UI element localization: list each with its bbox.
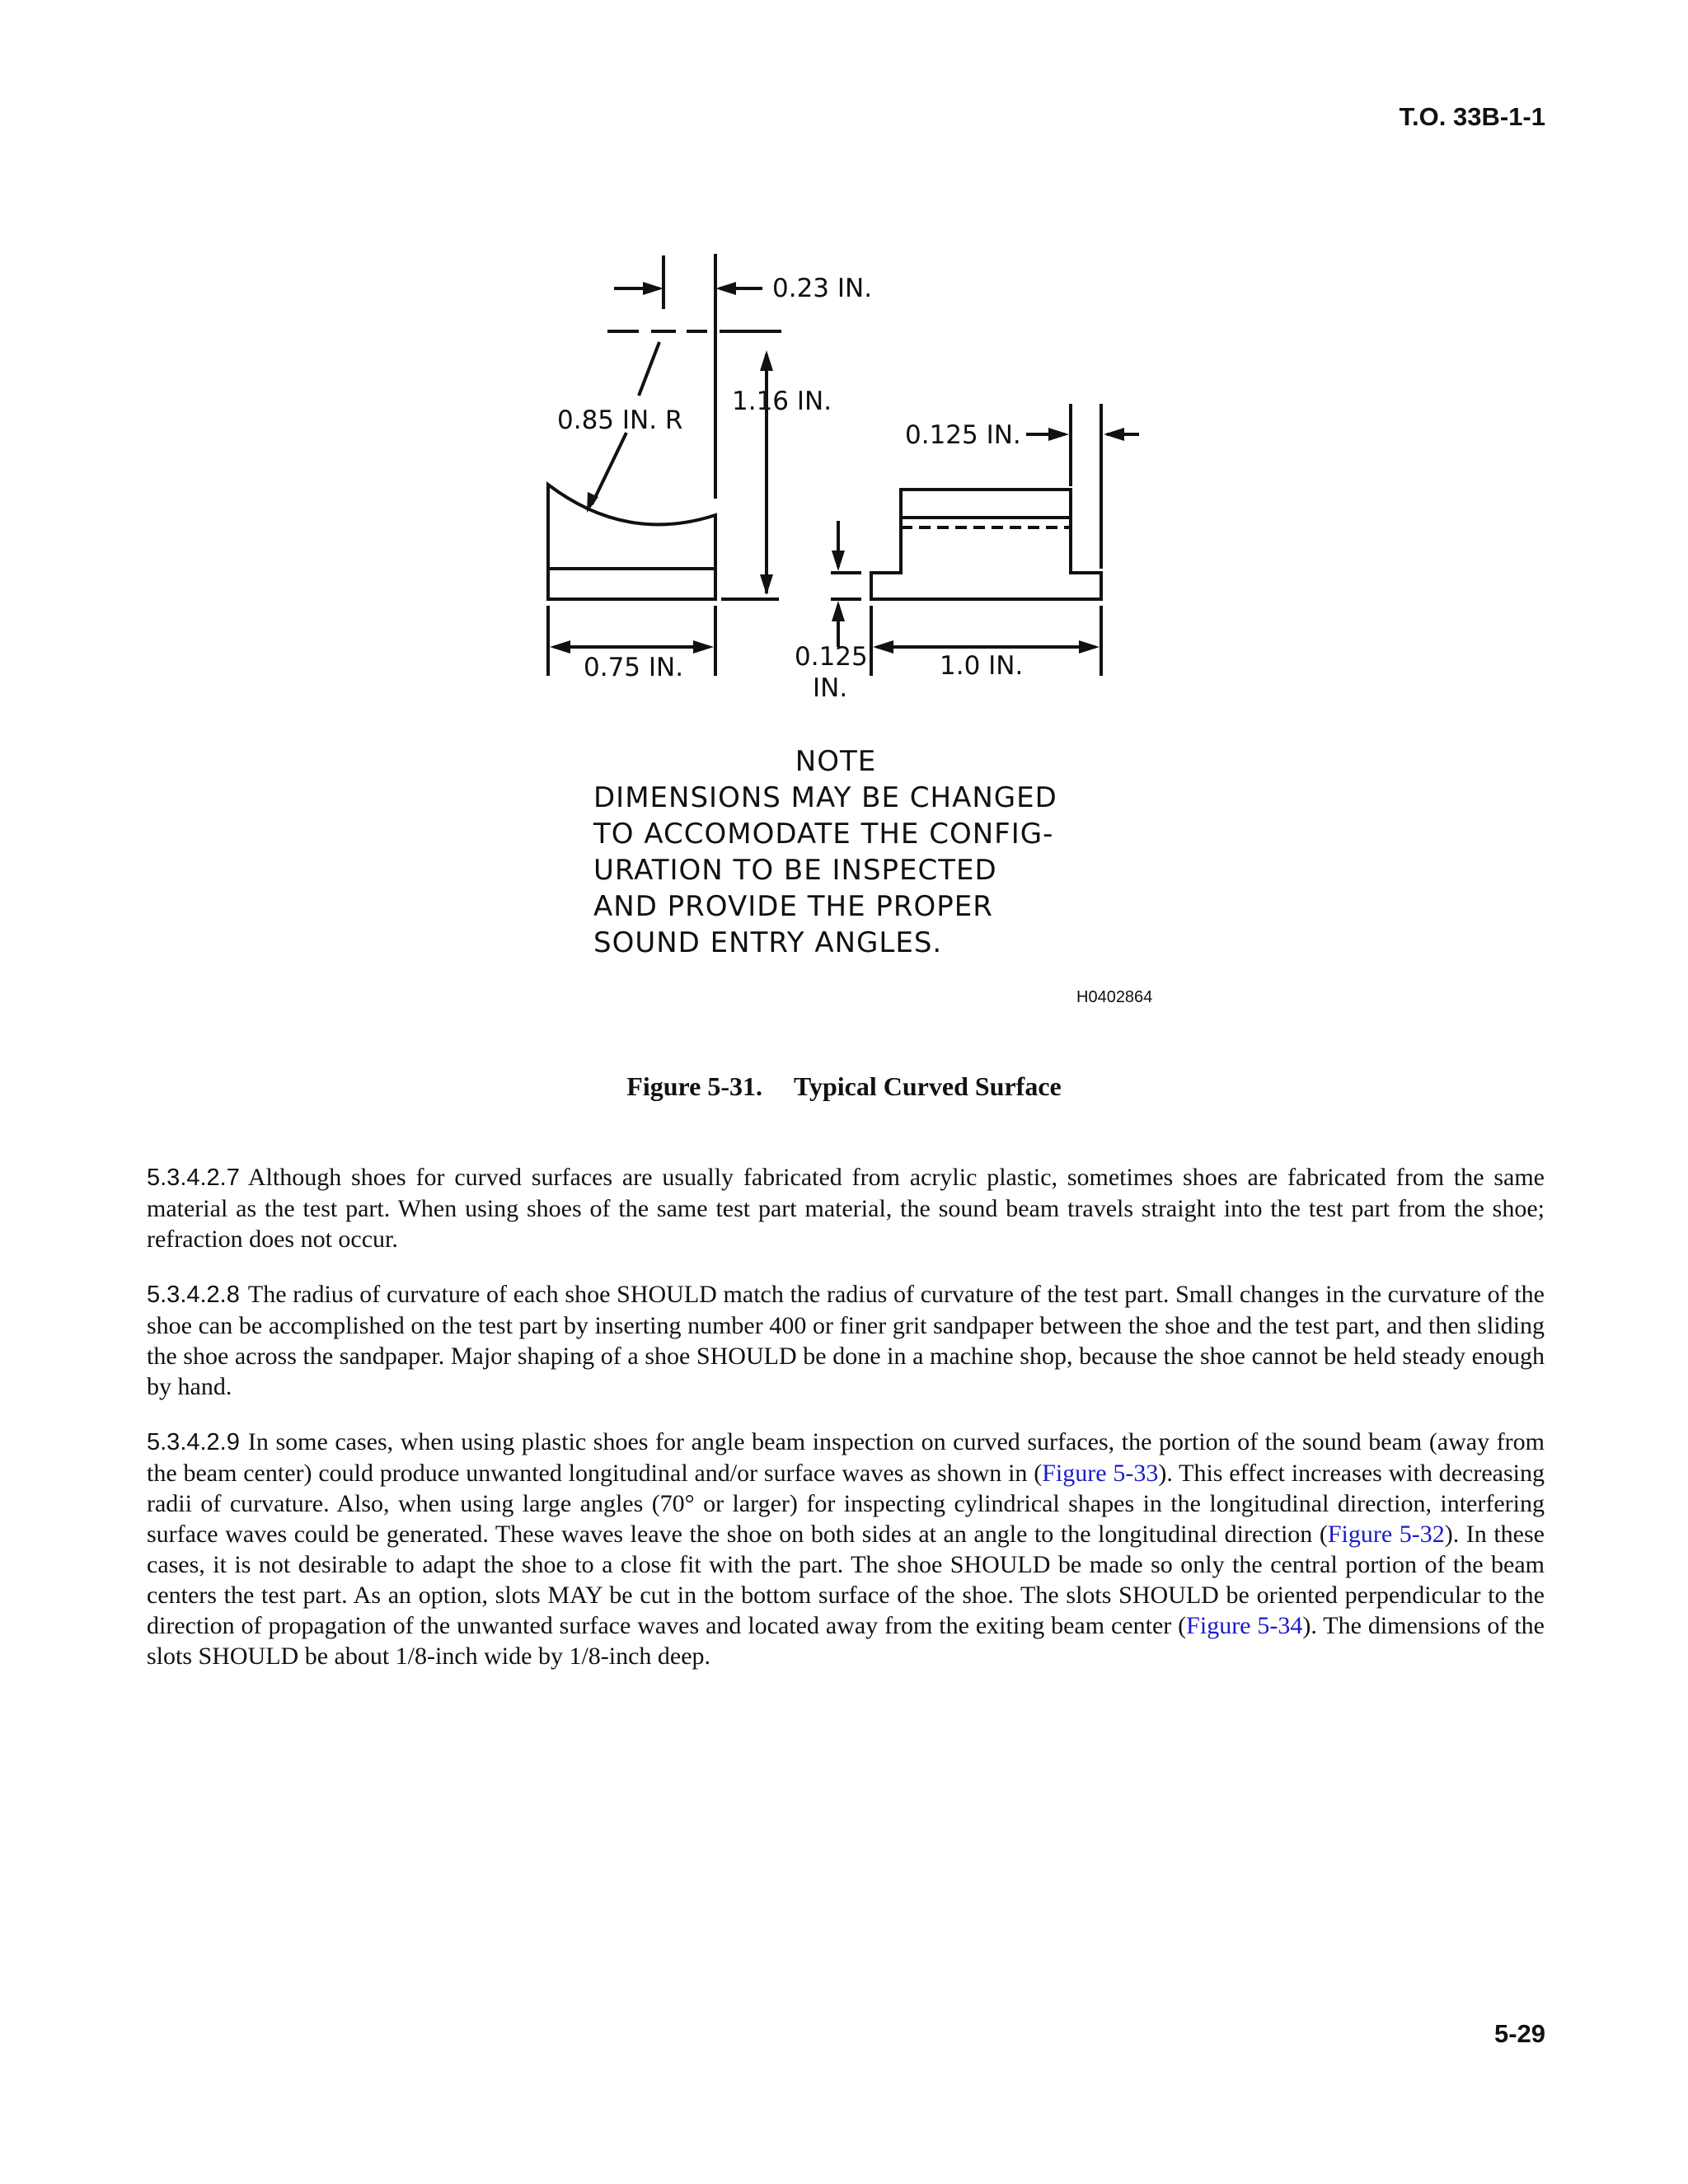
- dim-top-offset: 0.23 IN.: [772, 274, 873, 303]
- art-reference: H0402864: [1076, 988, 1153, 1006]
- paragraph-text: The radius of curvature of each shoe SHOULD match the radius of curvature of the test part. Small changes in the curvature of the shoe can be accomplished on the test part by inserting number 400 or finer grit sandpaper between the shoe and the test part, and then sliding the shoe across the sandpaper. Major shaping of a shoe SHOULD be done in a machine shop, because the shoe cannot be held steady enough by hand.: [147, 1281, 1545, 1400]
- paragraph-text: Although shoes for curved surfaces are usually fabricated from acrylic plastic, sometimes shoes are fabricated from the same material as the test part. When using shoes of the same test part material, the sound beam travels straight into the test part from the shoe; refraction does not occur.: [147, 1164, 1545, 1253]
- paragraph: [147, 1427, 1545, 1671]
- dim-step-unit: IN.: [813, 673, 848, 703]
- note-line-3: URATION TO BE INSPECTED: [593, 854, 997, 887]
- dim-left-width: 0.75 IN.: [584, 653, 684, 682]
- note-title: NOTE: [795, 745, 877, 778]
- paragraph-text: ). The dimensions of the slots SHOULD be about 1/8-inch wide by 1/8-inch deep.: [147, 1612, 1545, 1670]
- paragraph-number: 5.3.4.2.9: [147, 1429, 240, 1455]
- document-id: T.O. 33B-1-1: [1399, 102, 1545, 131]
- dim-height: 1.16 IN.: [732, 387, 832, 416]
- dim-top-right: 0.125 IN.: [905, 420, 1021, 450]
- figure-title: Typical Curved Surface: [794, 1071, 1062, 1101]
- paragraph: [147, 1279, 1545, 1402]
- page-number: 5-29: [1493, 2019, 1545, 2048]
- note-line-4: AND PROVIDE THE PROPER: [593, 890, 993, 923]
- note-line-1: DIMENSIONS MAY BE CHANGED: [593, 781, 1057, 814]
- paragraph-text: In some cases, when using plastic shoes for angle beam inspection on curved surfaces, the portion of the sound beam (away from the beam center) could produce unwanted longitudinal and/or surface waves as shown in (: [147, 1428, 1545, 1487]
- paragraph-text: ). In these cases, it is not desirable to adapt the shoe to a close fit with the part. The shoe SHOULD be made so only the central portion of the beam centers the test part. As an option, slots MAY be cut in the bottom surface of the shoe. The slots SHOULD be oriented perpendicular to the direction of propagation of the unwanted surface waves and located away from the exiting beam center (: [147, 1521, 1545, 1639]
- figure-5-31: [528, 239, 1187, 1030]
- figure-5-34-link[interactable]: Figure 5-34: [1186, 1612, 1303, 1639]
- note-line-2: TO ACCOMODATE THE CONFIG-: [593, 818, 1054, 851]
- curved-shoe-diagram: [528, 239, 1187, 1030]
- paragraph-number: 5.3.4.2.7: [147, 1165, 240, 1191]
- figure-caption: [0, 1071, 1688, 1102]
- figure-5-32-link[interactable]: Figure 5-32: [1327, 1521, 1445, 1548]
- dim-radius: 0.85 IN. R: [557, 405, 683, 435]
- figure-number: Figure 5-31.: [626, 1071, 762, 1101]
- dim-step-value: 0.125: [795, 642, 868, 672]
- paragraph-text: ). This effect increases with decreasing radii of curvature. Also, when using large angles (70° or larger) for inspecting cylindrical shapes in the longitudinal direction, interfering surface waves could be generated. These waves leave the shoe on both sides at an angle to the longitudinal direction (: [147, 1460, 1545, 1548]
- diagram-lines: [548, 254, 1139, 676]
- dim-right-width: 1.0 IN.: [940, 651, 1024, 681]
- body-text: [147, 1162, 1545, 1696]
- note-line-5: SOUND ENTRY ANGLES.: [593, 926, 943, 959]
- curved-shoe-outline: [548, 485, 715, 599]
- figure-5-33-link[interactable]: Figure 5-33: [1042, 1460, 1159, 1487]
- stepped-shoe-outline: [871, 490, 1101, 599]
- paragraph-number: 5.3.4.2.8: [147, 1282, 240, 1308]
- paragraph: [147, 1162, 1545, 1254]
